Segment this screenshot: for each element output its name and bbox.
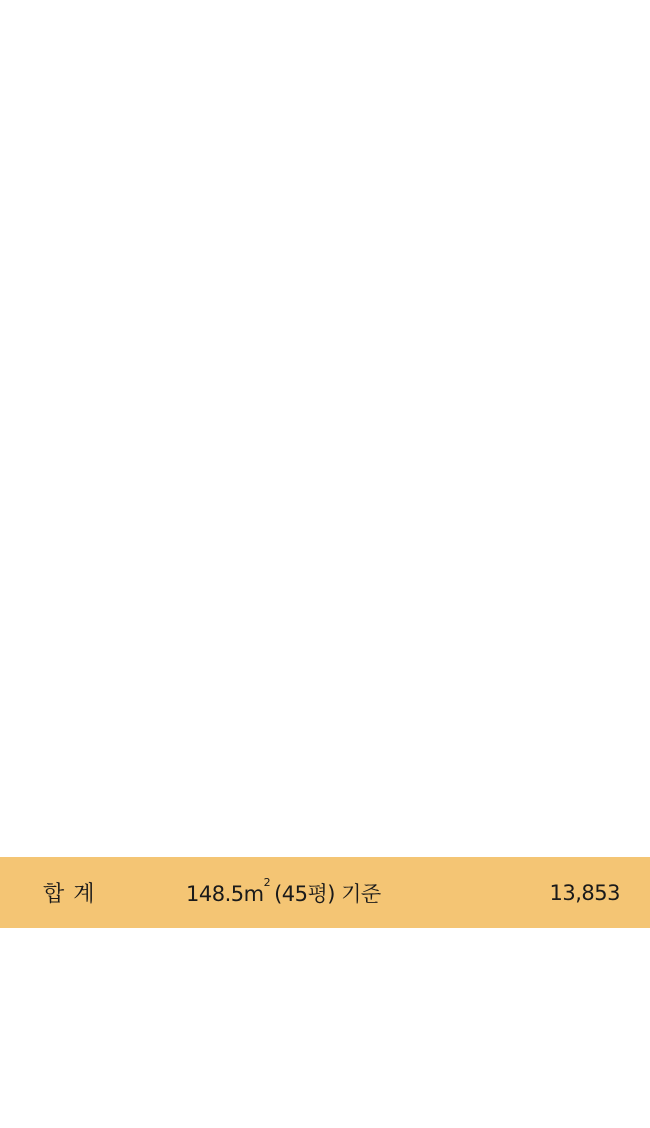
area-basis <box>186 875 381 908</box>
total-value: 13,853 <box>549 880 620 905</box>
area-unit-superscript: 2 <box>263 875 271 889</box>
area-pyeong-basis: (45평) 기준 <box>274 881 381 906</box>
total-label: 합 계 <box>43 882 96 907</box>
area-value: 148.5m <box>186 881 264 906</box>
total-row <box>0 857 650 928</box>
